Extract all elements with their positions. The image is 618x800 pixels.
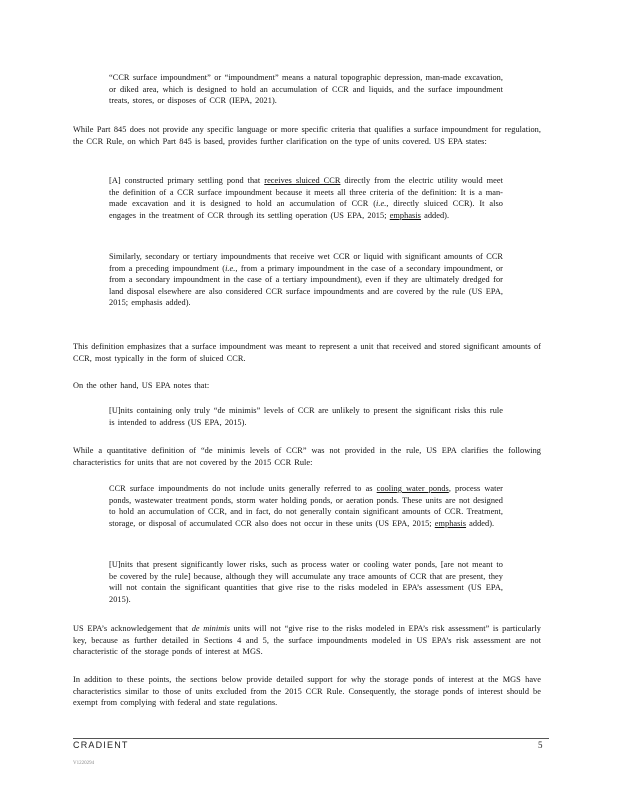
text-run: cooling water ponds (376, 484, 449, 493)
text-run: Similarly, secondary or tertiary impoundments that receive wet CCR or liquid with significant amounts of CCR from a preceding impoundment ( (109, 252, 503, 273)
paragraph-text: While a quantitative definition of “de minimis levels of CCR” was not provided in the rule, US EPA clarifies the following characteristics for units that are not covered by the 2015 CCR Rule: (73, 446, 541, 467)
text-run: i.e. (376, 199, 387, 209)
quote-definition (109, 72, 503, 107)
quote-lower-risk-units (109, 559, 503, 605)
page-number: 5 (538, 740, 543, 750)
text-run: CCR surface impoundments do not include units generally referred to as (109, 484, 377, 493)
text-run: units will not “give rise to the risks modeled in EPA’s risk assessment” is particularly key, because as further detailed in Sections 4 and 5, the surface impoundments modeled in US EPA’s risk assessment are not characteristic of the storage ponds of interest at MGS. (73, 624, 541, 657)
quote-excluded-units (109, 483, 503, 529)
text-run: US EPA’s acknowledgement that (73, 624, 192, 633)
company-logo: CRADIENT (73, 740, 129, 750)
text-run: , from a primary impoundment in the case of a secondary impoundment, or from a secondary impoundment in the case of a tertiary impoundment), even if they are ultimately dredged for land disposal elsewhere are also considered CCR surface impoundments and are covered by the rule (US EPA, 2015; emphasis added). (109, 263, 503, 308)
document-code: V1220294 (73, 761, 95, 766)
text-run: receives sluiced CCR (264, 176, 341, 185)
body-paragraph (73, 623, 541, 658)
text-run: , directly sluiced CCR). It also engages in the treatment of CCR through its settling operation (US EPA, 2015; (109, 199, 503, 220)
body-paragraph (73, 674, 541, 709)
quote-rich-text (109, 483, 503, 529)
footer-divider (73, 738, 549, 739)
quote-text: “CCR surface impoundment” or “impoundment” means a natural topographic depression, man-made excavation, or diked area, which is designed to hold an accumulation of CCR and liquids, and the surface impoundment treats, stores, or disposes of CCR (IEPA, 2021). (109, 73, 503, 106)
text-run: added). (466, 518, 495, 528)
paragraph-rich-text (73, 623, 541, 658)
quote-primary-pond (109, 175, 503, 221)
text-run: added). (420, 210, 450, 220)
quote-rich-text (109, 175, 503, 221)
body-paragraph (73, 124, 541, 147)
quote-de-minimis (109, 405, 503, 428)
body-paragraph (73, 380, 541, 392)
body-paragraph (73, 445, 541, 468)
text-run: emphasis (389, 210, 421, 220)
paragraph-text: This definition emphasizes that a surface impoundment was meant to represent a unit that received and stored significant amounts of CCR, most typically in the form of sluiced CCR. (73, 342, 541, 363)
text-run: emphasis (434, 518, 467, 528)
text-run: directly from the electric utility would meet the definition of a CCR surface impoundment because it meets all three criteria of the definition: It is a man-made excavation and it is designed to hold an accumulation of CCR ( (109, 176, 503, 209)
text-run: [A] constructed primary settling pond that (109, 176, 265, 185)
text-run: de minimis (191, 624, 230, 633)
paragraph-text: While Part 845 does not provide any specific language or more specific criteria that qualifies a surface impoundment for regulation, the CCR Rule, on which Part 845 is based, provides further clarification on the type of units covered. US EPA states: (73, 125, 541, 146)
body-paragraph (73, 341, 541, 364)
quote-secondary-impoundments (109, 251, 503, 309)
quote-rich-text (109, 251, 503, 309)
paragraph-text: On the other hand, US EPA notes that: (73, 381, 210, 390)
text-run: , process water ponds, wastewater treatment ponds, storm water holding ponds, or aeration ponds. These units are not designed to hold an accumulation of CCR, and in fact, do not generally contain significant amounts of CCR. Treatment, storage, or disposal of accumulated CCR also does not occur in these units (US EPA, 2015; (109, 484, 503, 528)
quote-text: [U]nits containing only truly “de minimis” levels of CCR are unlikely to present the significant risks this rule is intended to address (US EPA, 2015). (109, 406, 503, 427)
text-run: i.e. (225, 263, 236, 273)
paragraph-text: In addition to these points, the sections below provide detailed support for why the storage ponds of interest at the MGS have characteristics similar to those of units excluded from the 2015 CCR Rule. Consequently, the storage ponds of interest should be exempt from complying with federal and state regulations. (73, 675, 541, 708)
quote-text: [U]nits that present significantly lower risks, such as process water or cooling water ponds, [are not meant to be covered by the rule] because, although they will accumulate any trace amounts of CCR that are present, they will not contain the significant quantities that give rise to the risks modeled in EPA’s assessment (US EPA, 2015). (109, 560, 503, 604)
